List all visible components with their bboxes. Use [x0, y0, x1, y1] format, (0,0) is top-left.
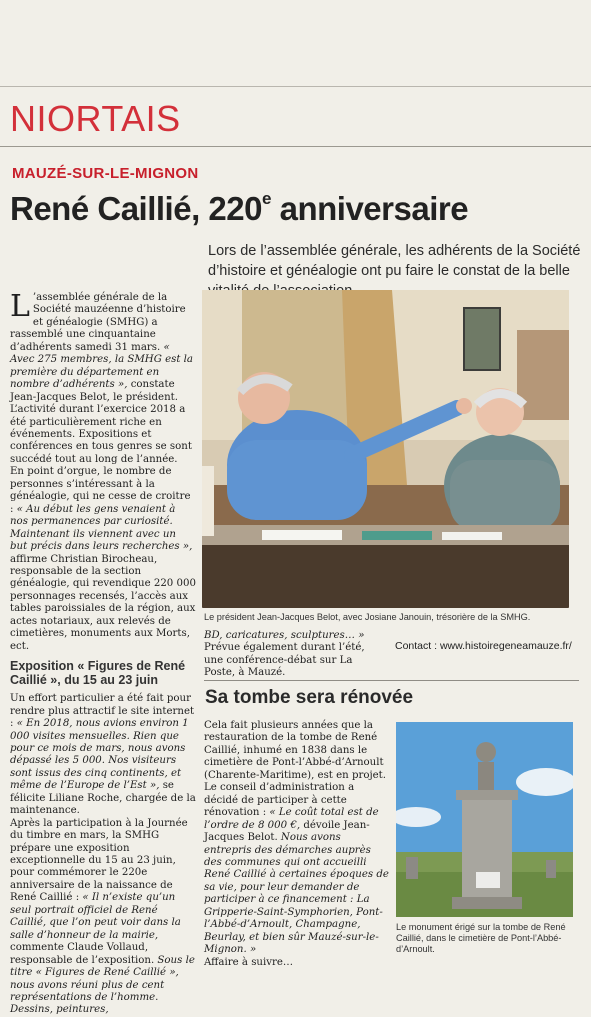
lead-paragraph: Lors de l’assemblée générale, les adhérents de la Société d’histoire et généalogie ont pu faire le constat de la belle: [208, 243, 581, 279]
paragraph-4: Après la participation à la Journée du timbre en mars, la SMHG prépare une exposition exceptionnelle du 15 au 23 juin, pour commémorer le 220e anniversaire de la naissance de René Caillié : « Il n’existe qu’un seul portrait officiel de René Caillié, que l’on peut voir dans la salle d’honneur de la mairie, commente Claude Vollaud, responsable de l’exposition. Sous le titre « Figures de René Caillié », nous avons réuni plus de cent représentations de l’homme. Dessins, peintures,: [10, 817, 195, 1016]
tombe-paragraph-1: Cela fait plusieurs années que la restauration de la tombe de René Caillié, inhumé en 1838 dans le cimetière de Pont-l’Abbé-d’Arnoult (Charente-Maritime), est en projet.: [204, 720, 387, 781]
locality-kicker: MAUZÉ-SUR-LE-MIGNON: [12, 165, 199, 182]
exposition-subhead: Exposition « Figures de René Caillié », du 15 au 23 juin: [10, 659, 186, 688]
photo-caption: Le président Jean-Jacques Belot, avec Josiane Janouin, trésorière de la SMHG.: [204, 612, 531, 622]
column-right-top: BD, caricatures, sculptures… » Prévue également durant l’été, une conférence-débat sur La Poste, à Mauzé.: [204, 630, 365, 679]
meeting-photo: [202, 290, 569, 608]
box-rule: [204, 680, 579, 681]
column-right: [204, 720, 390, 969]
tombe-paragraph-3: Affaire à suivre…: [204, 956, 294, 968]
top-rule: [0, 86, 591, 87]
tomb-photo: [396, 722, 573, 917]
paragraph-2: En point d’orgue, le nombre de personnes s’intéressant à la généalogie, qui ne cesse de croitre : « Au début les gens venaient à nos permanences par curiosité. Maintenant ils viennent avec un but précis dans leurs recherches », affirme Christian Birocheau, responsable de la section généalogie, qui revendique 220 000 personnages recensés, l’accès aux tables paroissiales de la région, aux actes notariaux, aux relevés de cimetières, monuments aux Morts, ect.: [10, 466, 196, 652]
tomb-caption: Le monument érigé sur la tombe de René Caillié, dans le cimetière de Pont-l’Abbé-d’Arnoult.: [396, 922, 566, 954]
tombe-subhead: Sa tombe sera rénovée: [205, 687, 414, 708]
paragraph-3: Un effort particulier a été fait pour rendre plus attractif le site internet : « En 2018, nous avions environ 1 000 visites mensuelles. Rien que pour ce mois de mars, nous avons dépassé les 5 000. Nos visiteurs sont issus des cinq continents, et même de l’Europe de l’Est », se félicite Liliane Roche, chargée de la maintenance.: [10, 693, 196, 817]
section-name: NIORTAIS: [10, 98, 181, 139]
paragraph-1: L ’assemblée générale de la Société mauzéenne d’histoire et généalogie (SMHG) a rassemblé une cinquantaine d’adhérents samedi 31 mars. « Avec 275 membres, la SMHG est la première du département en nombre d’adhérents », constate Jean-Jacques Belot, le président. L’activité durant l’exercice 2018 a été particulièrement riche en événements. Expositions et conférences en tous genres se sont succédé tout au long de l’année.: [10, 289, 193, 465]
column-left: [10, 289, 196, 1017]
headline: René Caillié, 220e anniversaire: [10, 189, 469, 227]
section-rule: [0, 146, 591, 147]
tombe-paragraph-2: Le conseil d’administration a décidé de participer à cette rénovation : « Le coût total est de l’ordre de 8 000 €, dévoile Jean-Jacques Belot. Nous avons entrepris des démarches auprès des communes qui ont accueilli René Caillié à certaines époques de sa vie, pour leur demander de participer à ce financement : La Gripperie-Saint-Symphorien, Pont-l’Abbé-d’Arnoult, Champagne, Beurlay, et bien sûr Mauzé-sur-le-Mignon. »: [204, 782, 389, 956]
drop-cap: L: [10, 289, 30, 324]
contact-line: Contact : www.histoiregeneamauze.fr/: [395, 640, 572, 652]
